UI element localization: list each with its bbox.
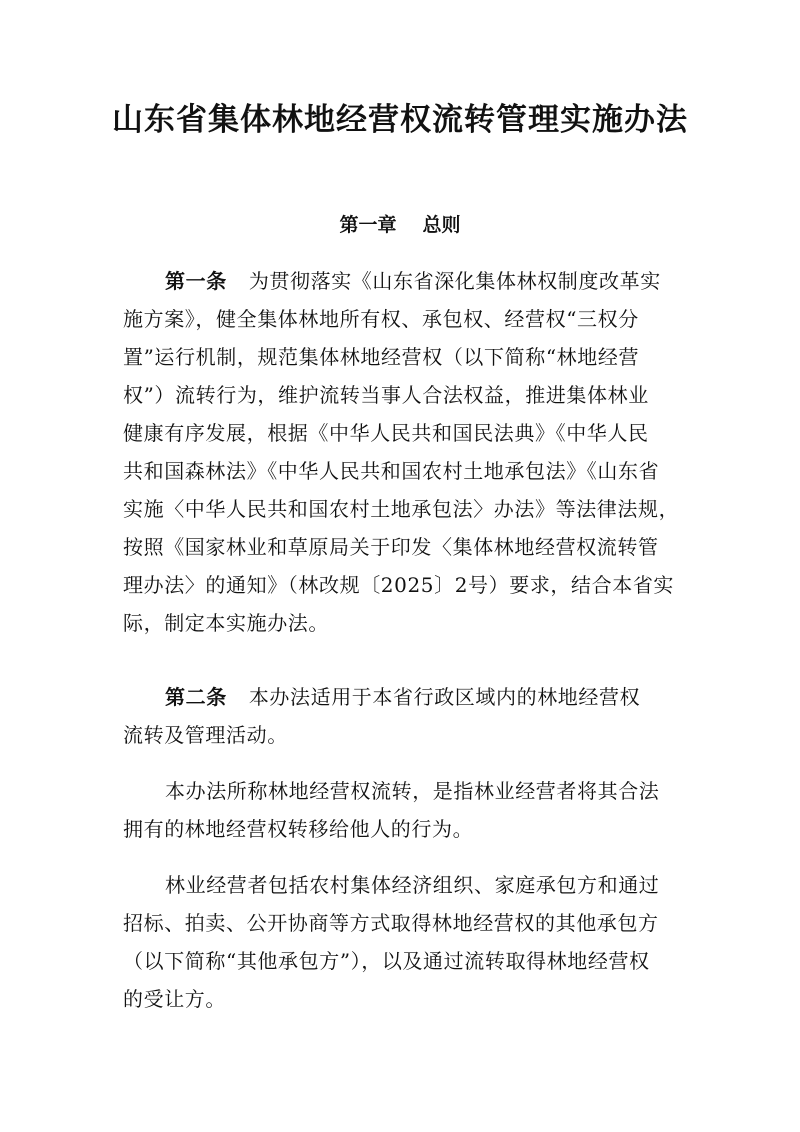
article-1 (123, 262, 683, 642)
paragraph-line: 健康有序发展，根据《中华人民共和国民法典》《中华人民 (123, 421, 649, 445)
chapter-number: 第一章 (339, 214, 397, 236)
paragraph-line: 施方案》，健全集体林地所有权、承包权、经营权“三权分 (123, 307, 639, 331)
paragraph-line: 际，制定本实施办法。 (123, 611, 329, 635)
paragraph-line: 林业经营者包括农村集体经济组织、家庭承包方和通过 (165, 873, 660, 897)
article-label: 第二条 (165, 685, 227, 709)
chapter-name: 总则 (422, 214, 461, 236)
paragraph-line: 招标、拍卖、公开协商等方式取得林地经营权的其他承包方 (123, 911, 659, 935)
chapter-heading (0, 210, 800, 240)
paragraph-line: 共和国森林法》《中华人民共和国农村土地承包法》《山东省 (123, 459, 660, 483)
paragraph-line: 流转及管理活动。 (123, 723, 288, 747)
paragraph-line: （以下简称“其他承包方”），以及通过流转取得林地经营权 (123, 949, 650, 973)
article-label: 第一条 (165, 269, 227, 293)
paragraph-line: 的受让方。 (123, 987, 226, 1011)
paragraph-line: 理办法〉的通知》（林改规〔2025〕2号）要求，结合本省实 (123, 573, 675, 597)
paragraph-3 (123, 772, 683, 848)
paragraph-4 (123, 866, 683, 1018)
paragraph-line: 权”）流转行为，维护流转当事人合法权益，推进集体林业 (123, 383, 649, 407)
paragraph-line: 第二条 本办法适用于本省行政区域内的林地经营权 (165, 685, 641, 709)
paragraph-line: 拥有的林地经营权转移给他人的行为。 (123, 817, 474, 841)
paragraph-line: 第一条 为贯彻落实《山东省深化集体林权制度改革实 (165, 269, 661, 293)
document-title: 山东省集体林地经营权流转管理实施办法 (112, 102, 688, 138)
paragraph-line: 按照《国家林业和草原局关于印发〈集体林地经营权流转管 (123, 535, 659, 559)
paragraph-line: 置”运行机制，规范集体林地经营权（以下简称“林地经营 (123, 345, 640, 369)
article-2 (123, 678, 683, 754)
paragraph-line: 本办法所称林地经营权流转，是指林业经营者将其合法 (165, 779, 660, 803)
paragraph-line: 实施〈中华人民共和国农村土地承包法〉办法》等法律法规， (123, 497, 680, 521)
